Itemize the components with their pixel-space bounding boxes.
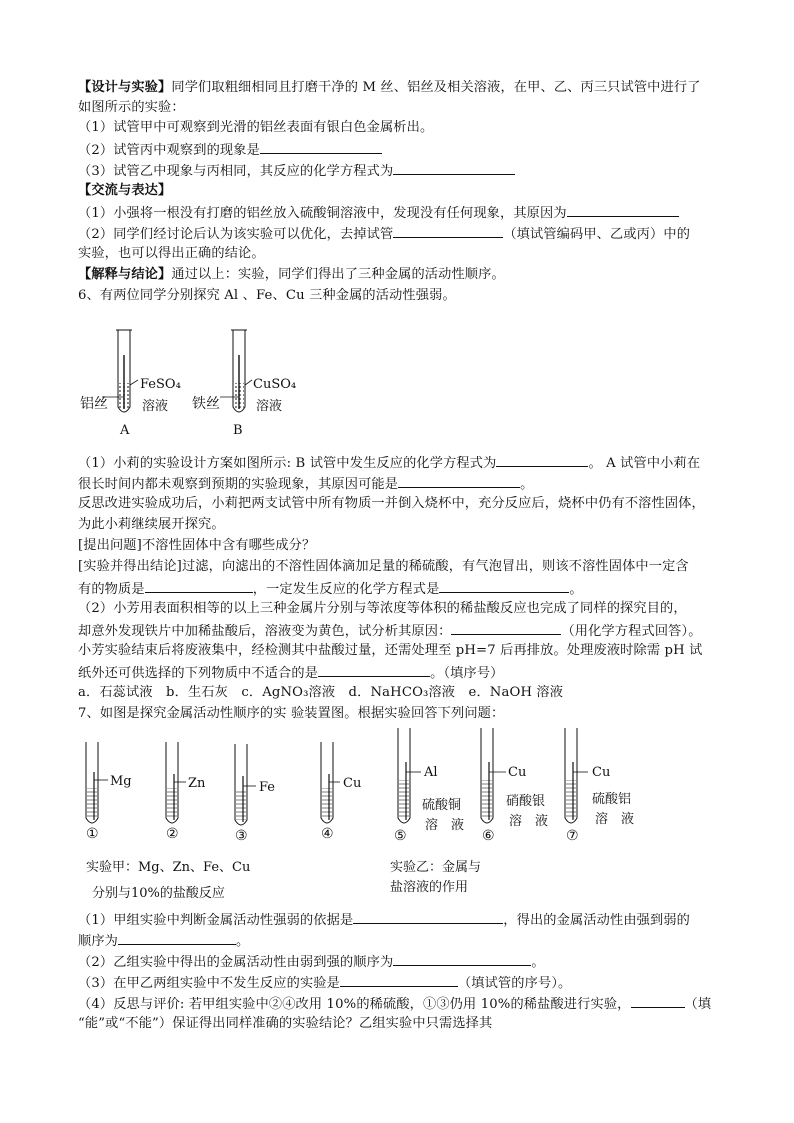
q6-p5: [实验并得出结论]过滤，向滤出的不溶性固体滴加足量的稀硫酸，有气泡冒出，则该不溶性固体中一定含 [78,559,689,574]
q7-a1: （1）甲组实验中判断金属活动性强弱的依据是 ，得出的金属活动性由强到弱的 [78,909,690,931]
tube-1-metal: Mg [110,774,132,789]
tube-7-sol2: 溶 液 [595,812,635,827]
tube-1 [86,742,108,823]
tube-4-metal: Cu [343,776,362,791]
fig-a-label: A [120,423,130,438]
exp-b-line1: 实验乙：金属与 [390,860,482,875]
design-q2: （2）试管丙中观察到的现象是 [78,139,382,161]
tube-5-sol2: 溶 液 [425,818,465,833]
q6-p8: 却意外发现铁片中加稀盐酸后，溶液变为黄色，试分析其原因： （用化学方程式回答）。 [78,620,702,642]
q6-p2: 反思改进实验成功后，小莉把两支试管中所有物质一并倒入烧杯中，充分反应后，烧杯中仍有不溶性固体， [78,496,705,511]
answer-blank[interactable] [260,139,382,154]
fig-a-sol1: FeSO₄ [140,377,181,392]
fig-b-sol1: CuSO₄ [253,377,297,392]
tube-1-num: ① [86,826,99,842]
tube-7-num: ⑦ [566,828,579,844]
design-intro-line1: 【设计与实验】同学们取粗细相同且打磨干净的 M 丝、铝丝及相关溶液，在甲、乙、丙三只试管中进行了 [78,80,701,95]
conclusion-line: 【解释与结论】通过以上：实验，同学们得出了三种金属的活动性顺序。 [78,267,505,282]
test-tube-b [220,330,252,412]
q7-figure [78,722,678,901]
test-tube-diagram [78,325,338,445]
tube-5-num: ⑤ [394,828,407,844]
answer-blank[interactable] [340,972,458,987]
tube-3-num: ③ [235,828,248,844]
fig-b-sol2: 溶液 [256,399,283,414]
answer-blank[interactable] [145,578,253,593]
design-intro-line2: 如图所示的实验： [78,100,185,115]
exp-b-line2: 盐溶液的作用 [390,880,469,895]
tube-3-metal: Fe [259,780,276,795]
answer-blank[interactable] [567,202,679,217]
tube-6 [481,728,506,823]
tube-4 [321,742,340,823]
tube-7-metal: Cu [592,765,611,780]
q6-options: a．石蕊试液 b．生石灰 c．AgNO₃溶液 d．NaHCO₃溶液 e．NaOH 溶液 [78,685,564,700]
exp-a-line2: 分别与10%的盐酸反应 [92,886,225,901]
exchange-q2-cont: 实验，也可以得出正确的结论。 [78,246,265,261]
answer-blank[interactable] [393,160,515,175]
tube-6-sol2: 溶 液 [509,814,549,829]
q6-p1: （1）小莉的实验设计方案如图所示: B 试管中发生反应的化学方程式为 。 A 试管中小莉在 [78,452,700,474]
q6-figure [78,325,338,445]
fig-a-wire: 铝丝 [80,396,108,412]
q6-p4: [提出问题]不溶性固体中含有哪些成分？ [78,538,316,553]
tube-2-num: ② [166,826,179,842]
q6-p6: 有的物质是 ，一定发生反应的化学方程式是 。 [78,578,583,600]
tube-2 [166,742,186,823]
answer-blank[interactable] [451,620,561,635]
tube-5-sol1: 硫酸铜 [422,798,462,813]
tube-5-metal: Al [424,765,438,780]
answer-blank[interactable] [631,993,685,1008]
answer-blank[interactable] [318,662,430,677]
exchange-q2: （2）同学们经讨论后认为该实验可以优化，去掉试管 （填试管编码甲、乙或丙）中的 [78,223,690,245]
q7-a5: “能”或“不能”）保证得出同样准确的实验结论？乙组实验中只需选择其 [78,1016,493,1031]
tube-6-num: ⑥ [482,828,495,844]
q6-p10: 纸外还可供选择的下列物质中不适合的是 。（填序号） [78,662,504,684]
answer-blank[interactable] [393,223,503,238]
tube-4-num: ④ [321,826,334,842]
conclusion-heading: 【解释与结论】 [78,267,172,282]
exp-a-line1: 实验甲：Mg、Zn、Fe、Cu [86,860,251,875]
q7-a2: （2）乙组实验中得出的金属活动性由弱到强的顺序为 。 [78,951,545,973]
q6-p9: 小芳实验结束后将废液集中，经检测其中盐酸过量，还需处理至 pH=7 后再排放。处理废液时除需 pH 试 [78,643,703,658]
exchange-heading: 【交流与表达】 [78,183,172,198]
tube-7 [565,728,588,823]
design-q1: （1）试管甲中可观察到光滑的铝丝表面有银白色金属析出。 [78,120,434,135]
q7-title: 7、如图是探究金属活动性顺序的实 验装置图。根据实验回答下列问题： [78,706,505,721]
q6-p1-cont: 很长时间内都未观察到预期的实验现象，其原因可能是 。 [78,473,533,495]
tube-2-metal: Zn [188,776,206,791]
answer-blank[interactable] [393,951,531,966]
q6-p3: 为此小莉继续展开探究。 [78,517,225,532]
design-heading: 【设计与实验】 [78,80,172,95]
q7-a3: （3）在甲乙两组实验中不发生反应的实验是 （填试管的序号）。 [78,972,571,994]
design-q3: （3）试管乙中现象与丙相同，其反应的化学方程式为 [78,160,515,182]
tube-7-sol1: 硫酸铝 [592,792,632,807]
answer-blank[interactable] [439,578,569,593]
q7-tubes-diagram [78,722,678,842]
answer-blank[interactable] [353,909,503,924]
tube-3 [235,744,256,825]
tube-6-sol1: 硝酸银 [506,794,546,809]
answer-blank[interactable] [496,452,588,467]
answer-blank[interactable] [118,930,236,945]
tube-6-metal: Cu [508,765,527,780]
q7-a4: （4）反思与评价: 若甲组实验中②④改用 10%的稀硫酸，①③仍用 10%的稀盐酸进行实验， （填 [78,993,711,1015]
tube-5 [398,728,421,823]
exchange-q1: （1）小强将一根没有打磨的铝丝放入硫酸铜溶液中，发现没有任何现象，其原因为 [78,202,679,224]
q7-a1-cont: 顺序为 。 [78,930,249,952]
fig-b-label: B [233,423,243,438]
q6-title: 6、有两位同学分别探究 Al 、Fe、Cu 三种金属的活动性强弱。 [78,288,456,303]
fig-a-sol2: 溶液 [142,399,169,414]
fig-b-wire: 铁丝 [192,396,220,412]
q6-p7: （2）小芳用表面积相等的以上三种金属片分别与等浓度等体积的稀盐酸反应也完成了同样的探究目的， [78,601,687,616]
answer-blank[interactable] [398,473,520,488]
